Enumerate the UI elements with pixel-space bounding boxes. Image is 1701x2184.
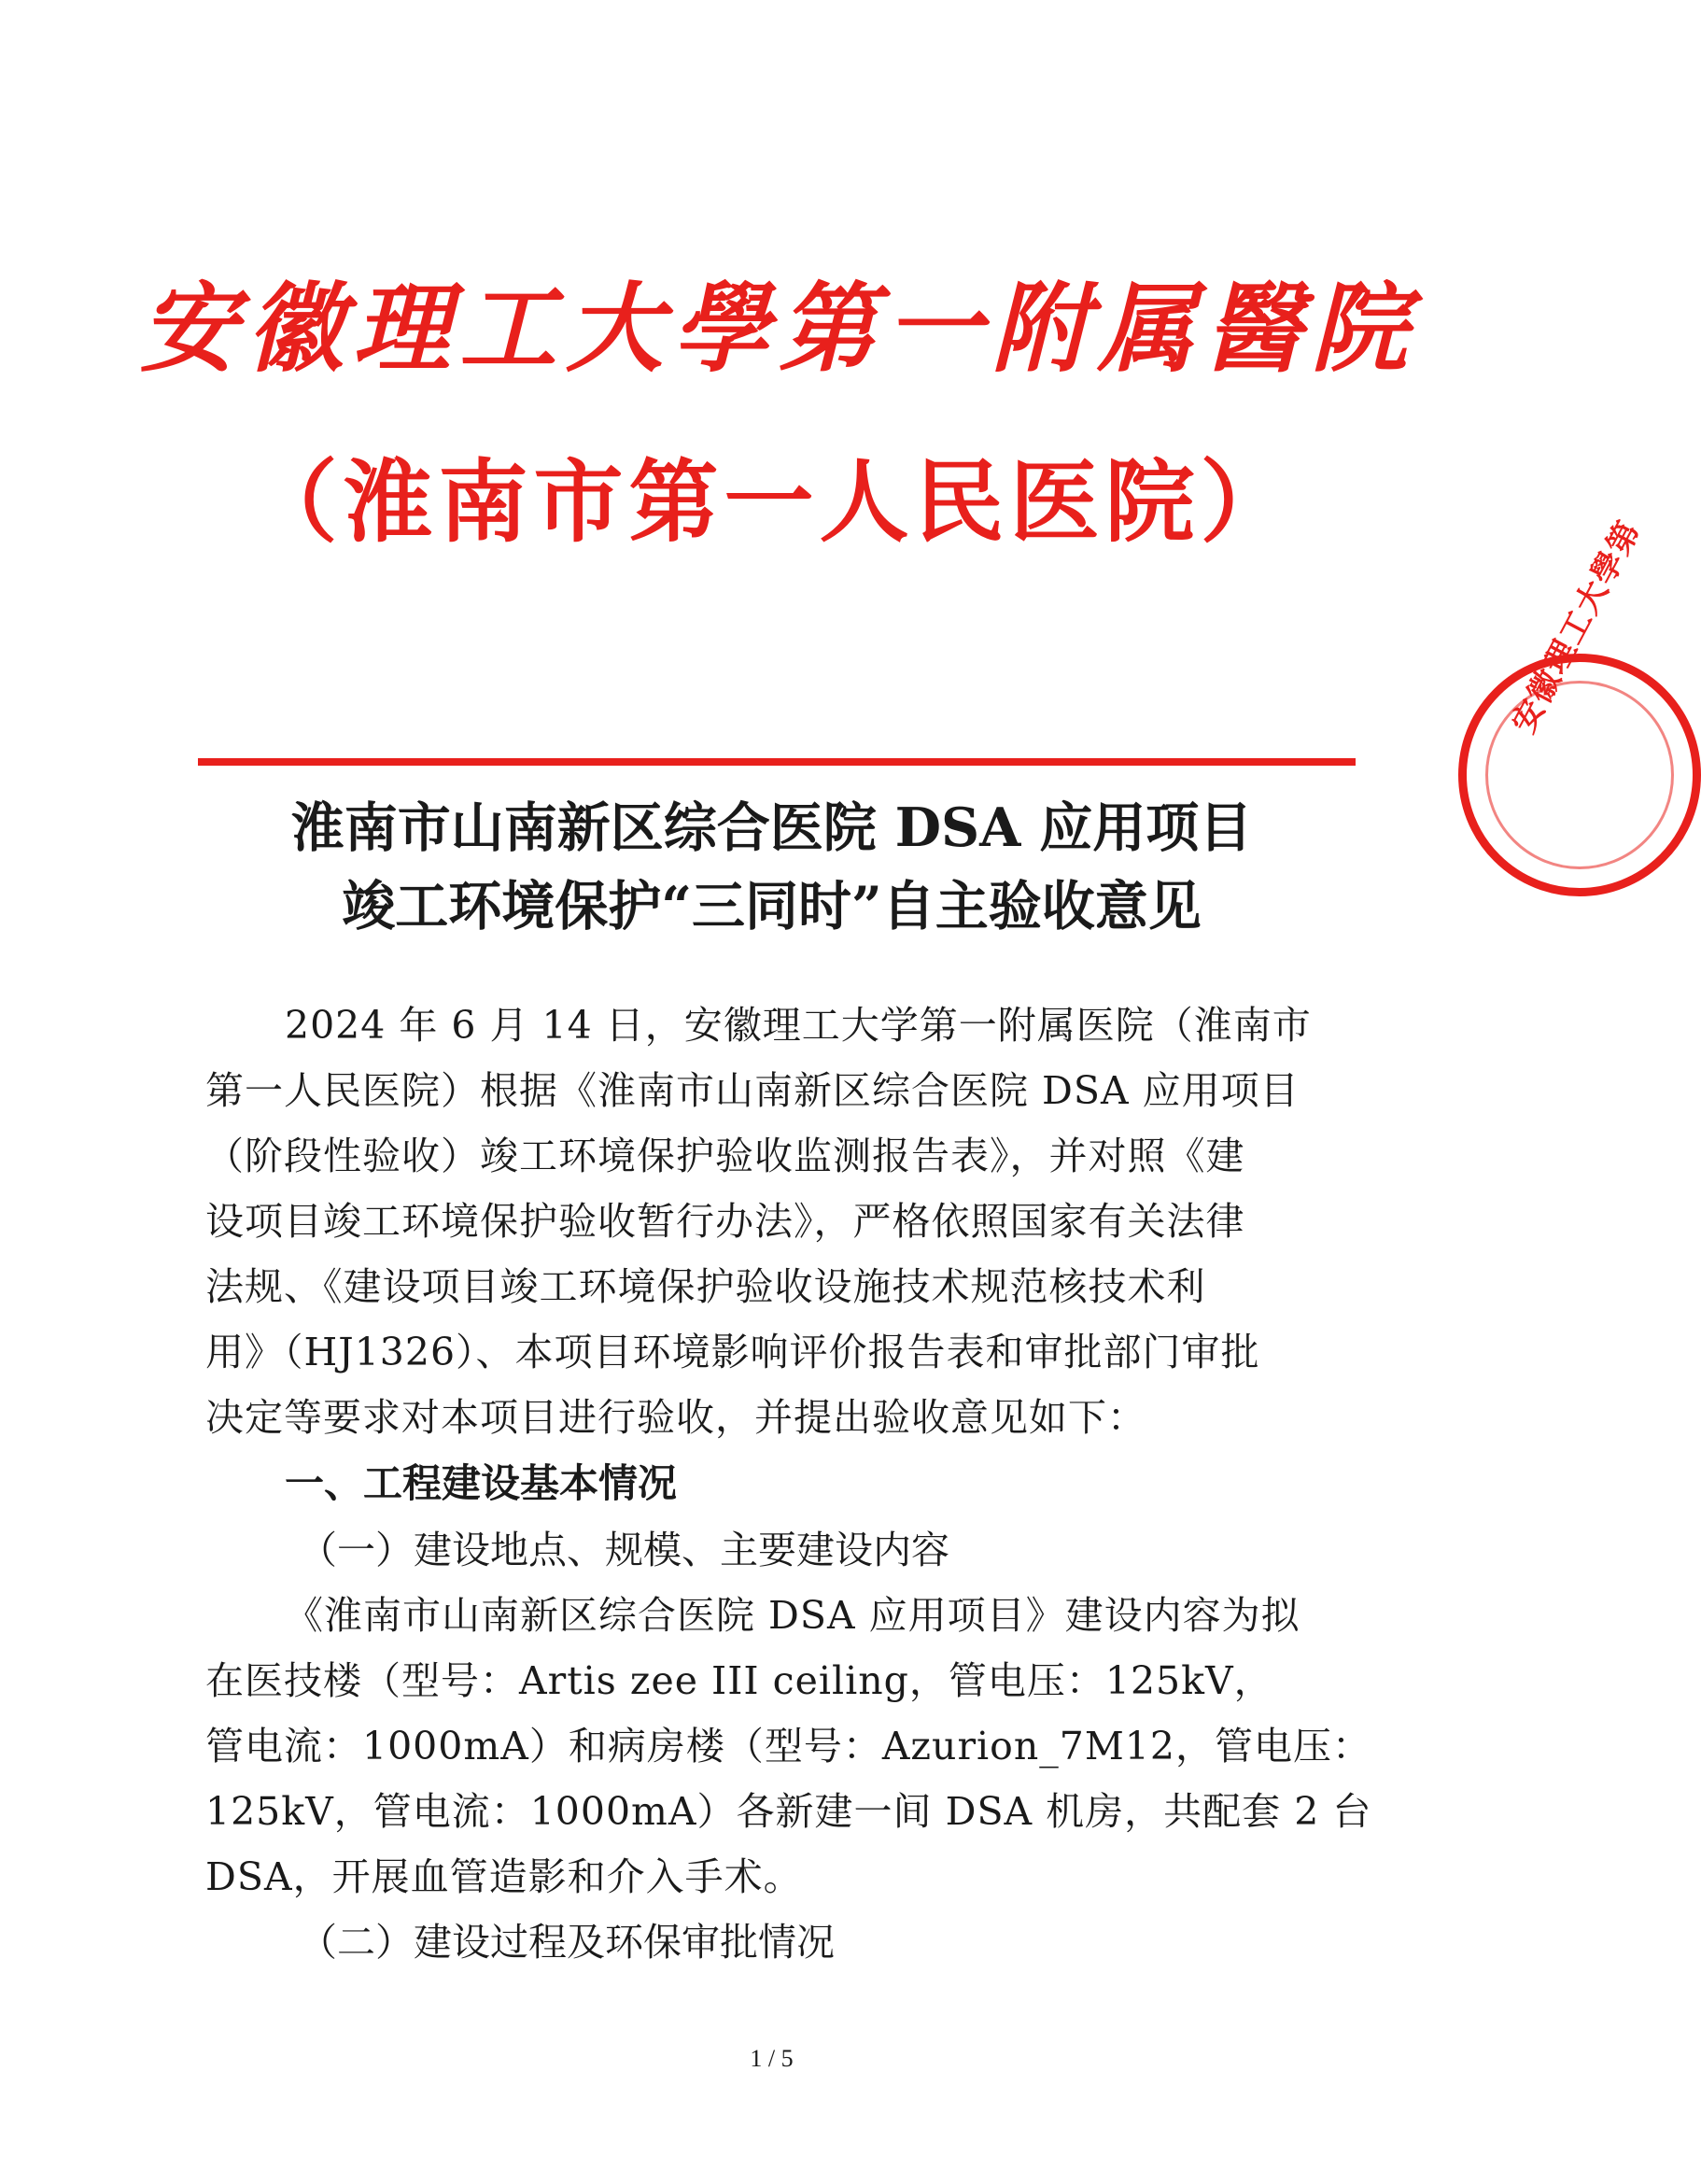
document-title-line1: 淮南市山南新区综合医院 DSA 应用项目 — [290, 796, 1253, 859]
intro-line-4: 设项目竣工环境保护验收暂行办法》，严格依照国家有关法律 — [205, 1199, 1245, 1244]
subsection1-line-4: 125kV，管电流：1000mA）各新建一间 DSA 机房，共配套 2 台 — [205, 1789, 1372, 1834]
subsection1-line-2: 在医技楼（型号：Artis zee III ceiling，管电压：125kV， — [205, 1658, 1273, 1703]
intro-line-6: 用》（HJ1326）、本项目环境影响评价报告表和审批部门审批 — [205, 1330, 1260, 1374]
letterhead-org-name: 安徽理工大學第一附属醫院 — [140, 271, 1418, 386]
subsection1-line-5: DSA，开展血管造影和介入手术。 — [205, 1854, 803, 1899]
document-title-line2: 竣工环境保护“三同时”自主验收意见 — [342, 875, 1202, 937]
intro-line-5: 法规、《建设项目竣工环境保护验收设施技术规范核技术利 — [205, 1264, 1206, 1309]
official-seal-stamp — [1458, 514, 1701, 896]
subsection1-line-1: 《淮南市山南新区综合医院 DSA 应用项目》建设内容为拟 — [285, 1593, 1300, 1638]
intro-line-7: 决定等要求对本项目进行验收，并提出验收意见如下： — [205, 1395, 1146, 1440]
letterhead-org-alias: （淮南市第一人民医院） — [247, 450, 1296, 555]
page-number: 1 / 5 — [750, 2045, 794, 2072]
subsection-heading-1: （一）建设地点、规模、主要建设内容 — [299, 1528, 949, 1572]
letterhead-divider — [198, 758, 1356, 766]
intro-line-1: 2024 年 6 月 14 日，安徽理工大学第一附属医院（淮南市 — [285, 1003, 1312, 1048]
intro-line-2: 第一人民医院）根据《淮南市山南新区综合医院 DSA 应用项目 — [205, 1068, 1300, 1113]
intro-line-3: （阶段性验收）竣工环境保护验收监测报告表》，并对照《建 — [205, 1134, 1245, 1178]
seal-text: 安徽理工大學第 — [1505, 514, 1649, 740]
subsection1-line-3: 管电流：1000mA）和病房楼（型号：Azurion_7M12，管电压： — [205, 1724, 1371, 1768]
subsection-heading-2: （二）建设过程及环保审批情况 — [299, 1920, 835, 1965]
section-heading-1: 一、工程建设基本情况 — [285, 1460, 678, 1506]
